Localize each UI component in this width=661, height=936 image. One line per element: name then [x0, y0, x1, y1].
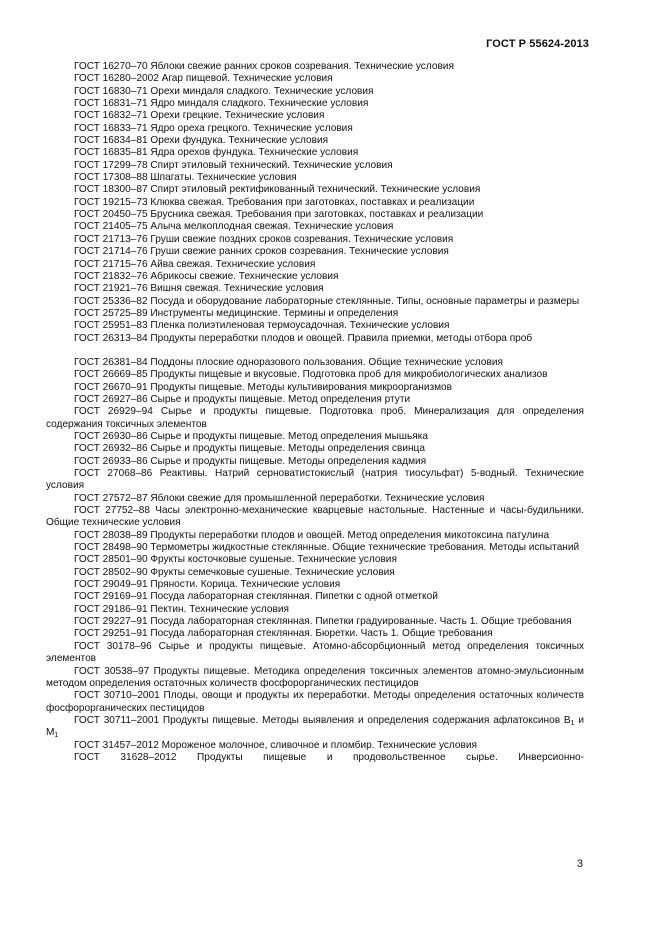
reference-item: ГОСТ 30710–2001 Плоды, овощи и продукты их переработки. Методы определения остаточных количеств фосфорорганических пестицидов [46, 690, 584, 714]
reference-item: ГОСТ 21921–76 Вишня свежая. Технические условия [74, 283, 324, 295]
reference-item: ГОСТ 16270–70 Яблоки свежие ранних сроков созревания. Технические условия [74, 61, 454, 72]
reference-item: ГОСТ 30538–97 Продукты пищевые. Методика определения токсичных элементов атомно-эмульсионным методом определения остаточных количеств фосфорорганических пестицидов [46, 665, 584, 689]
reference-item: ГОСТ 29251–91 Посуда лабораторная стеклянная. Бюретки. Часть 1. Общие требования [74, 628, 493, 640]
reference-item: ГОСТ 16834–81 Орехи фундука. Технические условия [74, 135, 329, 147]
reference-item: ГОСТ 28498–90 Термометры жидкостные стеклянные. Общие технические требования. Методы испытаний [74, 542, 580, 554]
reference-item: ГОСТ 16833–71 Ядро ореха грецкого. Технические условия [74, 122, 353, 134]
reference-item: ГОСТ 16832–71 Орехи грецкие. Технические условия [74, 110, 325, 122]
reference-text: ГОСТ 30711–2001 Продукты пищевые. Методы выявления и определения содержания афлатоксинов B [74, 714, 571, 726]
reference-item: ГОСТ 29169–91 Посуда лабораторная стеклянная. Пипетки с одной отметкой [74, 591, 438, 603]
reference-item: ГОСТ 26381–84 Поддоны плоские одноразового пользования. Общие технические условия [74, 356, 504, 368]
reference-item: ГОСТ 21832–76 Абрикосы свежие. Технические условия [74, 270, 339, 282]
reference-item: ГОСТ 27752–88 Часы электронно-механические кварцевые настольные. Настенные и часы-будильники. Общие технические условия [46, 505, 584, 529]
reference-item: ГОСТ 17299–78 Спирт этиловый технический. Технические условия [74, 159, 393, 171]
reference-item: ГОСТ 29049–91 Пряности. Корица. Технические условия [74, 579, 341, 591]
reference-item: ГОСТ 21405–75 Алыча мелкоплодная свежая. Технические условия [74, 221, 394, 233]
reference-item: ГОСТ 26929–94 Сырье и продукты пищевые. Подготовка проб. Минерализация для определения содержания токсичных элементов [46, 406, 584, 430]
reference-item: ГОСТ 26930–86 Сырье и продукты пищевые. Метод определения мышьяка [74, 430, 428, 442]
reference-item: ГОСТ 28038–89 Продукты переработки плодов и овощей. Метод определения микотоксина патулина [74, 529, 550, 541]
reference-item: ГОСТ 25336–82 Посуда и оборудование лабораторные стеклянные. Типы, основные параметры и размеры [74, 295, 580, 307]
reference-item: ГОСТ 25951–83 Пленка полиэтиленовая термоусадочная. Технические условия [74, 320, 450, 332]
reference-item: ГОСТ 31457–2012 Мороженое молочное, сливочное и пломбир. Технические условия [74, 739, 478, 751]
subscript: 1 [570, 719, 575, 727]
reference-item: ГОСТ 16835–81 Ядра орехов фундука. Технические условия [74, 147, 359, 159]
reference-item: ГОСТ 29186–91 Пектин. Технические условия [74, 603, 289, 615]
reference-item: ГОСТ 26932–86 Сырье и продукты пищевые. Методы определения свинца [74, 443, 425, 455]
reference-item: ГОСТ 26933–86 Сырье и продукты пищевые. Методы определения кадмия [74, 455, 427, 467]
reference-item: ГОСТ 26313–84 Продукты переработки плодов и овощей. Правила приемки, методы отбора проб [74, 332, 533, 344]
reference-item: ГОСТ 27068–86 Реактивы. Натрий серноватистокислый (натрия тиосульфат) 5-водный. Технические условия [46, 468, 584, 492]
reference-item: ГОСТ 21714–76 Груши свежие ранних сроков созревания. Технические условия [74, 246, 449, 258]
reference-item: ГОСТ 20450–75 Брусника свежая. Требования при заготовках, поставках и реализации [74, 209, 484, 221]
reference-item: ГОСТ 30178–96 Сырье и продукты пищевые. Атомно-абсорбционный метод определения токсичных элементов [46, 640, 584, 665]
reference-item: ГОСТ 16831–71 Ядро миндаля сладкого. Технические условия [74, 98, 369, 110]
reference-item: ГОСТ 16830–71 Орехи миндаля сладкого. Технические условия [74, 85, 374, 97]
reference-item: ГОСТ 28501–90 Фрукты косточковые сушеные. Технические условия [74, 554, 397, 566]
reference-item: ГОСТ 18300–87 Спирт этиловый ректификованный технический. Технические условия [74, 184, 481, 196]
reference-item: ГОСТ 26927–86 Сырье и продукты пищевые. Метод определения ртути [74, 393, 411, 405]
reference-item: ГОСТ 26670–91 Продукты пищевые. Методы культивирования микроорганизмов [74, 381, 453, 393]
reference-item: ГОСТ 29227–91 Посуда лабораторная стеклянная. Пипетки градуированные. Часть 1. Общие требования [74, 616, 572, 628]
reference-item: ГОСТ 16280–2002 Агар пищевой. Технические условия [74, 73, 333, 85]
reference-item: ГОСТ 28502–90 Фрукты семечковые сушеные. Технические условия [74, 566, 395, 578]
reference-item: ГОСТ 19215–73 Клюква свежая. Требования при заготовках, поставках и реализации [74, 196, 475, 208]
reference-item-aflatoxins [46, 715, 584, 740]
reference-item: ГОСТ 31628–2012 Продукты пищевые и продовольственное сырье. Инверсионно- [74, 751, 584, 763]
page-number: 3 [576, 858, 583, 870]
subscript: 1 [54, 732, 59, 740]
reference-item: ГОСТ 17308–88 Шпагаты. Технические условия [74, 172, 297, 184]
reference-item: ГОСТ 21713–76 Груши свежие поздних сроков созревания. Технические условия [74, 233, 454, 245]
reference-item: ГОСТ 25725–89 Инструменты медицинские. Термины и определения [74, 307, 399, 319]
reference-item: ГОСТ 21715–76 Айва свежая. Технические условия [74, 258, 316, 270]
normative-references-list [46, 61, 584, 764]
reference-text: и M [46, 714, 584, 739]
reference-item: ГОСТ 26669–85 Продукты пищевые и вкусовые. Подготовка проб для микробиологических анализов [74, 369, 548, 381]
reference-item: ГОСТ 27572–87 Яблоки свежие для промышленной переработки. Технические условия [74, 492, 485, 504]
document-code: ГОСТ Р 55624-2013 [486, 38, 589, 50]
